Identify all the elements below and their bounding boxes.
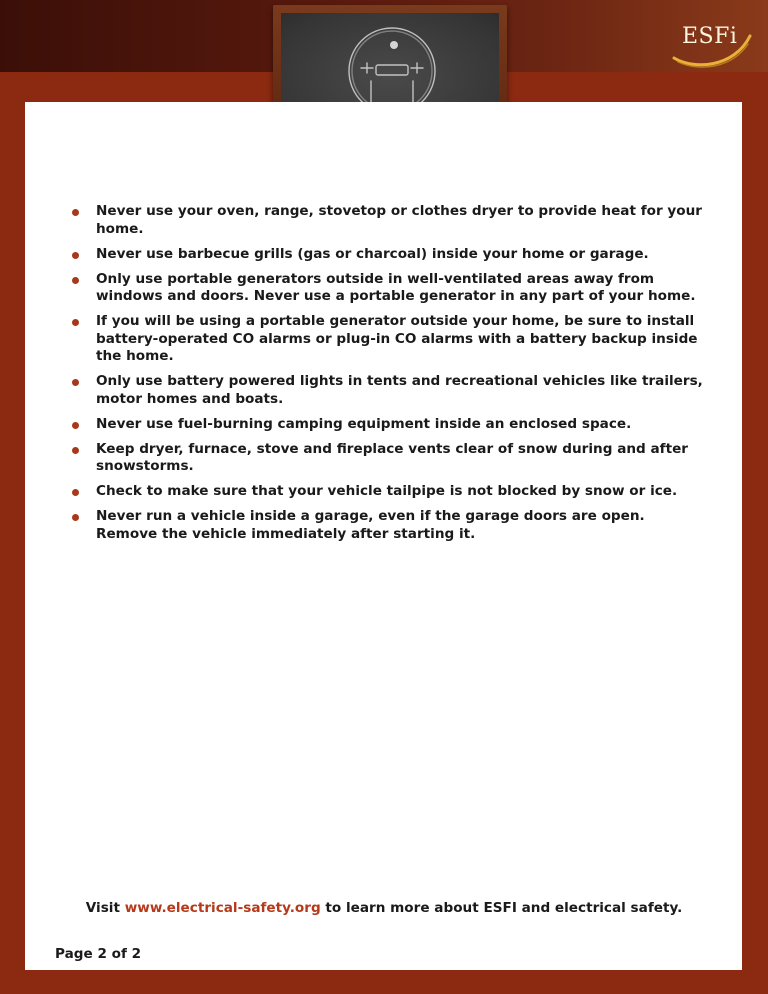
bullet-icon <box>72 447 79 454</box>
list-item <box>70 373 710 408</box>
bullet-icon <box>72 319 79 326</box>
list-item-text: Never use barbecue grills (gas or charcoal) inside your home or garage. <box>96 245 649 262</box>
list-item-text: Check to make sure that your vehicle tailpipe is not blocked by snow or ice. <box>96 483 678 499</box>
list-item-text: Never run a vehicle inside a garage, even if the garage doors are open. Remove the vehicle immediately after starting it. <box>96 508 645 542</box>
bullet-icon <box>72 379 79 386</box>
bullet-icon <box>72 422 79 429</box>
website-link[interactable]: www.electrical-safety.org <box>124 900 321 916</box>
list-item-text: Only use portable generators outside in well-ventilated areas away from windows and doors. Never use a portable generator in any part of your home. <box>96 270 696 304</box>
list-item-text: If you will be using a portable generator outside your home, be sure to install battery-operated CO alarms or plug-in CO alarms with a battery backup inside the home. <box>96 313 698 364</box>
bullet-icon <box>72 514 79 521</box>
list-item-text: Never use your oven, range, stovetop or clothes dryer to provide heat for your home. <box>96 203 702 237</box>
page-number: Page 2 of 2 <box>55 946 142 962</box>
list-item <box>70 203 710 238</box>
footer-suffix: to learn more about ESFI and electrical safety. <box>320 900 683 916</box>
list-item-text: Never use fuel-burning camping equipment inside an enclosed space. <box>96 415 632 432</box>
list-item <box>70 508 710 543</box>
list-item <box>70 483 710 501</box>
list-item <box>70 246 710 264</box>
footer-prefix: Visit <box>85 900 125 916</box>
bullet-icon <box>72 277 79 284</box>
esfi-logo <box>664 18 754 72</box>
footer-visit-line <box>0 900 768 916</box>
list-item-text: Only use battery powered lights in tents and recreational vehicles like trailers, motor homes and boats. <box>96 373 703 407</box>
list-item-text: Keep dryer, furnace, stove and fireplace vents clear of snow during and after snowstorms. <box>96 440 689 474</box>
list-item <box>70 313 710 366</box>
list-item <box>70 441 710 476</box>
list-item <box>70 416 710 434</box>
logo-text: ESFi <box>682 24 738 49</box>
list-item <box>70 271 710 306</box>
bullet-icon <box>72 252 79 259</box>
bullet-icon <box>72 209 79 216</box>
bullet-icon <box>72 489 79 496</box>
safety-tips-list <box>70 203 710 551</box>
